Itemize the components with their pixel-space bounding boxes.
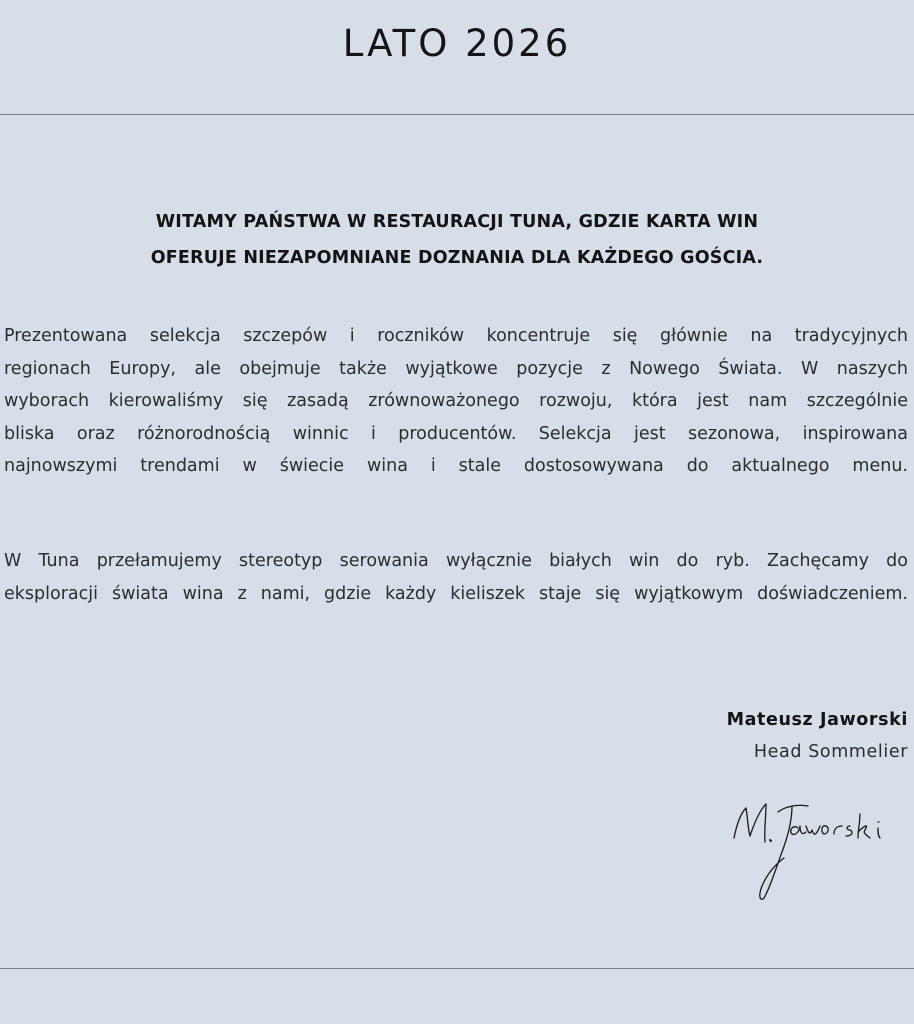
signatory-role: Head Sommelier xyxy=(753,742,908,762)
bottom-divider xyxy=(0,968,914,969)
paragraph-2-line: W Tuna przełamujemy stereotyp serowania wyłącznie białych win do ryb. Zachęcamy do xyxy=(4,551,908,571)
intro-line-1: WITAMY PAŃSTWA W RESTAURACJI TUNA, GDZIE KARTA WIN xyxy=(155,212,759,232)
handwritten-signature xyxy=(726,792,910,904)
paragraph-1 xyxy=(4,320,908,483)
paragraph-1-line: wyborach kierowaliśmy się zasadą zrównoważonego rozwoju, która jest nam szczególnie xyxy=(4,391,908,411)
paragraph-1-line: Prezentowana selekcja szczepów i roczników koncentruje się głównie na tradycyjnych xyxy=(4,326,908,346)
paragraph-2 xyxy=(4,545,908,610)
paragraph-2-line: eksploracji świata wina z nami, gdzie każdy kieliszek staje się wyjątkowym doświadczeniem. xyxy=(4,583,908,604)
paragraph-1-line: bliska oraz różnorodnością winnic i producentów. Selekcja jest sezonowa, inspirowana xyxy=(4,423,908,444)
page-title: LATO 2026 xyxy=(342,22,572,65)
paragraph-1-line: najnowszymi trendami w świecie wina i stale dostosowywana do aktualnego menu. xyxy=(4,456,908,476)
paragraph-1-line: regionach Europy, ale obejmuje także wyjątkowe pozycje z Nowego Świata. W naszych xyxy=(4,358,908,379)
top-divider xyxy=(0,114,914,115)
signatory-name: Mateusz Jaworski xyxy=(726,710,908,730)
intro-heading xyxy=(0,204,914,276)
intro-line-2: OFERUJE NIEZAPOMNIANE DOZNANIA DLA KAŻDEGO GOŚCIA. xyxy=(150,248,764,268)
